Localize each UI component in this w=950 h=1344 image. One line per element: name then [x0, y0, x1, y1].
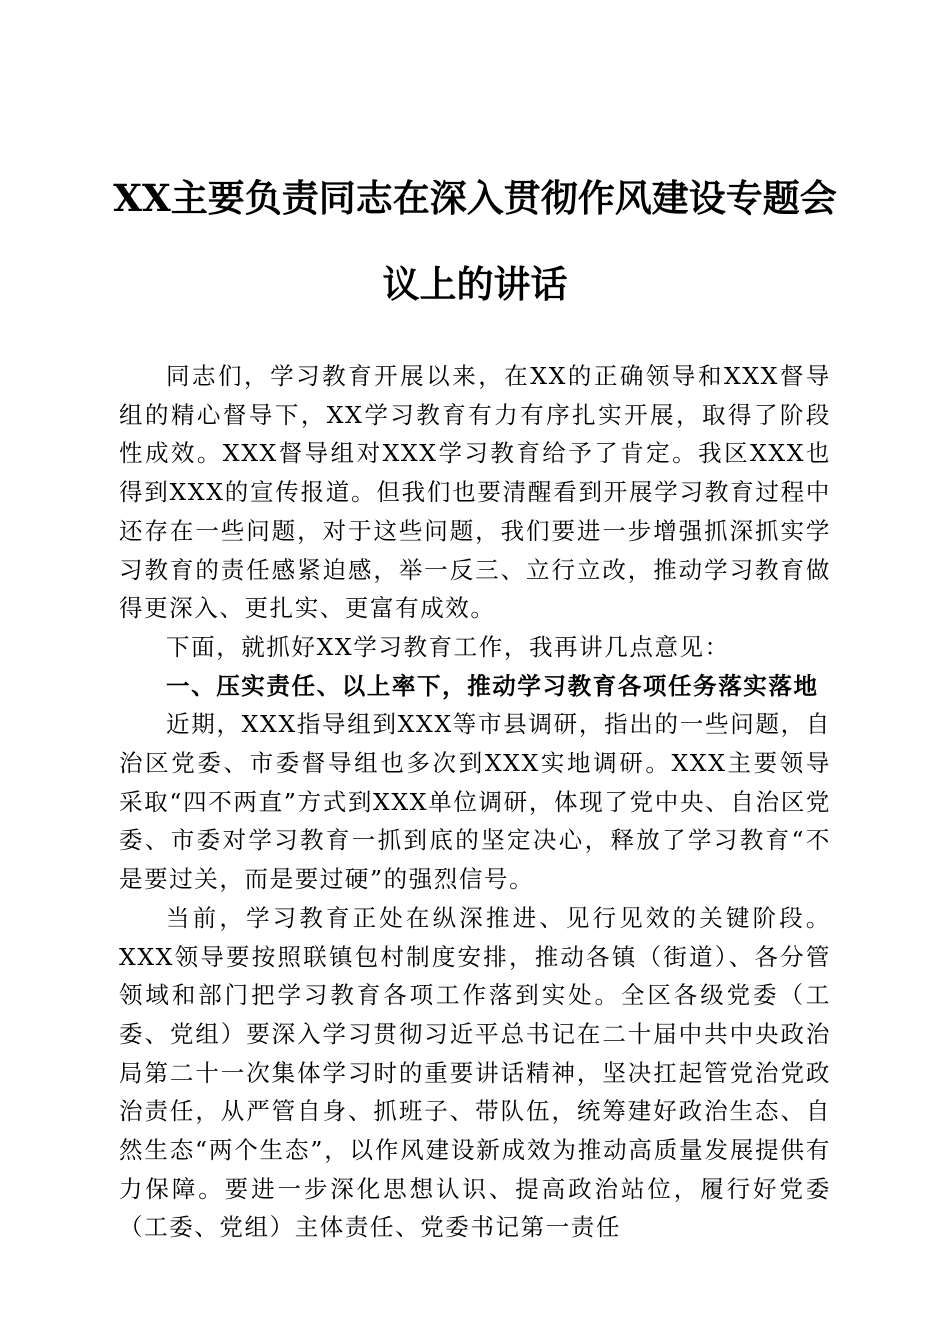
paragraph-opening: 同志们，学习教育开展以来，在XX的正确领导和XXX督导组的精心督导下，XX学习教育有力有序扎实开展，取得了阶段性成效。XXX督导组对XXX学习教育给予了肯定。我区XXX也得到XXX的宣传报道。但我们也要清醒看到开展学习教育过程中还存在一些问题，对于这些问题，我们要进一步增强抓深抓实学习教育的责任感紧迫感，举一反三、立行立改，推动学习教育做得更深入、更扎实、更富有成效。	[119, 362, 831, 623]
section-heading-1: 一、压实责任、以上率下，推动学习教育各项任务落实落地	[166, 671, 819, 700]
paragraph-intro: 下面，就抓好XX学习教育工作，我再讲几点意见：	[166, 632, 730, 661]
paragraph-research: 近期，XXX指导组到XXX等市县调研，指出的一些问题，自治区党委、市委督导组也多次到XXX实地调研。XXX主要领导采取“四不两直”方式到XXX单位调研，体现了党中央、自治区党委、市委对学习教育一抓到底的坚定决心，释放了学习教育“不是要过关，而是要过硬”的强烈信号。	[119, 710, 831, 894]
document-title: XX主要负责同志在深入贯彻作风建设专题会议上的讲话	[113, 176, 837, 306]
paragraph-current-stage: 当前，学习教育正处在纵深推进、见行见效的关键阶段。XXX领导要按照联镇包村制度安排，推动各镇（街道）、各分管领域和部门把学习教育各项工作落到实处。全区各级党委（工委、党组）要深入学习贯彻习近平总书记在二十届中共中央政治局第二十一次集体学习时的重要讲话精神，坚决扛起管党治党政治责任，从严管自身、抓班子、带队伍，统筹建好政治生态、自然生态“两个生态”，以作风建设新成效为推动高质量发展提供有力保障。要进一步深化思想认识、提高政治站位，履行好党委（工委、党组）主体责任、党委书记第一责任	[119, 903, 831, 1242]
document-body	[119, 357, 831, 1247]
